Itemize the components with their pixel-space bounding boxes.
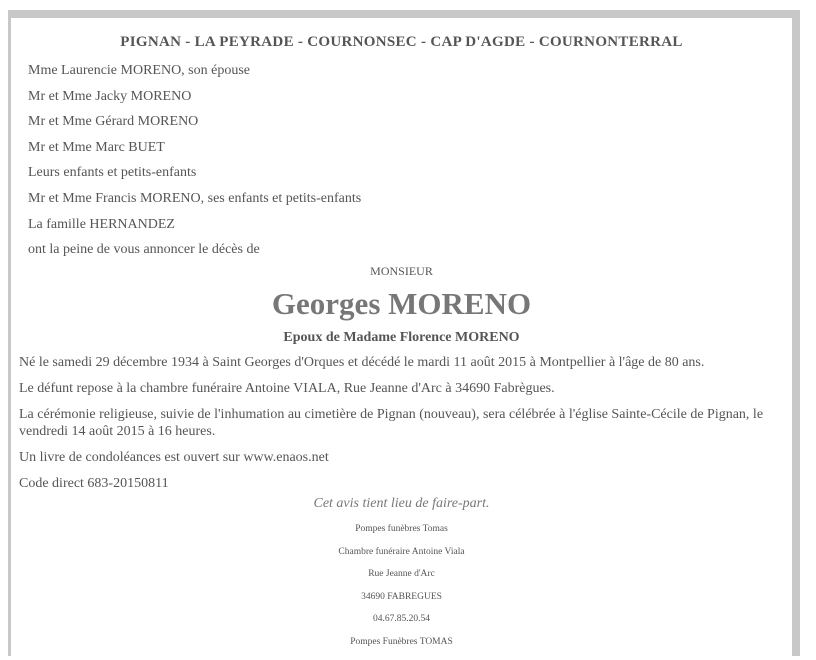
family-line: Mr et Mme Jacky MORENO <box>28 88 192 104</box>
spouse-line: Epoux de Madame Florence MORENO <box>283 330 520 345</box>
notice-frame <box>8 10 800 656</box>
footer-phone: 04.67.85.20.54 <box>373 614 430 625</box>
signoff-text: Cet avis tient lieu de faire-part. <box>313 496 490 511</box>
family-line: Mr et Mme Marc BUET <box>28 139 165 155</box>
family-line: La famille HERNANDEZ <box>28 216 175 232</box>
footer-line: 34690 FABREGUES <box>361 591 442 602</box>
locations-header: PIGNAN - LA PEYRADE - COURNONSEC - CAP D'AGDE - COURNONTERRAL <box>120 34 683 50</box>
family-line: Mme Laurencie MORENO, son épouse <box>28 63 251 78</box>
footer-line: Pompes funèbres Tomas <box>355 524 448 534</box>
family-list <box>28 62 361 267</box>
footer-line: Chambre funéraire Antoine Viala <box>338 546 465 557</box>
announcement-line: ont la peine de vous annoncer le décès de <box>28 242 260 258</box>
footer-line: Pompes Funèbres TOMAS <box>350 636 453 647</box>
deceased-title: MONSIEUR <box>370 264 433 278</box>
notice-body <box>19 354 778 501</box>
family-line: Mr et Mme Gérard MORENO <box>28 114 199 130</box>
direct-code-paragraph: Code direct 683-20150811 <box>19 476 169 491</box>
footer-line: Rue Jeanne d'Arc <box>368 569 435 580</box>
condolences-paragraph: Un livre de condoléances est ouvert sur www.enaos.net <box>19 450 329 465</box>
family-line: Leurs enfants et petits-enfants <box>28 165 197 181</box>
repose-paragraph: Le défunt repose à la chambre funéraire Antoine VIALA, Rue Jeanne d'Arc à 34690 Fabrègues. <box>19 381 555 396</box>
funeral-home-footer <box>11 523 792 659</box>
deceased-name: Georges MORENO <box>271 286 532 321</box>
birth-death-paragraph: Né le samedi 29 décembre 1934 à Saint Georges d'Orques et décédé le mardi 11 août 2015 à Montpellier à l'âge de 80 ans. <box>19 355 705 370</box>
family-line: Mr et Mme Francis MORENO, ses enfants et petits-enfants <box>28 190 362 206</box>
ceremony-paragraph: La cérémonie religieuse, suivie de l'inhumation au cimetière de Pignan (nouveau), sera célébrée à l'église Sainte-Cécile de Pignan, le vendredi 14 août 2015 à 16 heures. <box>19 407 764 439</box>
